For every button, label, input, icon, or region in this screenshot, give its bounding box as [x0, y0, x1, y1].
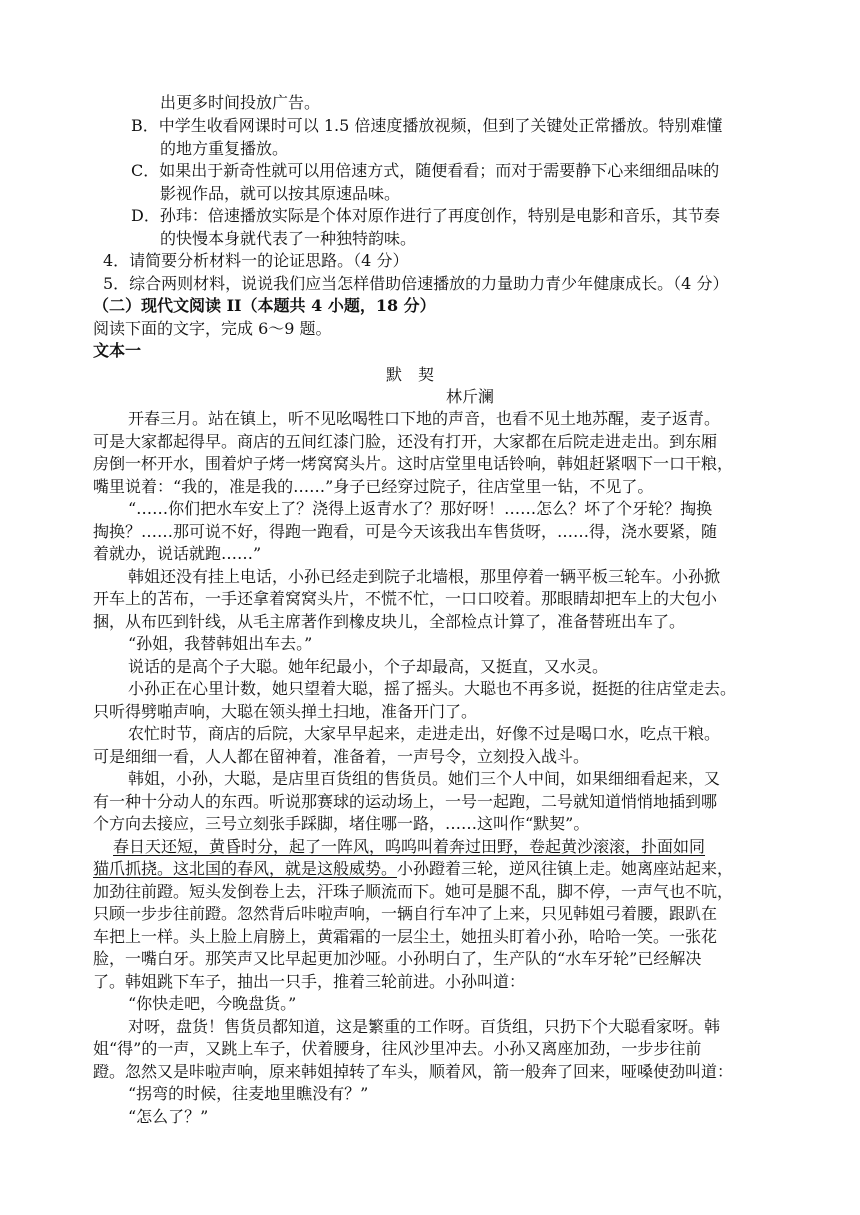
- paragraph-line: 嘴里说着：“我的，准是我的……”身子已经穿过院子，往店堂里一钻，不见了。: [93, 477, 654, 496]
- paragraph-line: 可是细细一看，人人都在留神着，准备着，一声号令，立刻投入战斗。: [93, 747, 590, 766]
- paragraph-line: 脸，一嘴白牙。那笑声又比早起更加沙哑。小孙明白了，生产队的“水车牙轮”已经解决: [93, 949, 702, 968]
- question-4: 4．请简要分析材料一的论证思路。（4 分）: [103, 251, 409, 270]
- underlined-passage-end: 猫爪抓挠。这北国的春风，就是这般威势。: [93, 859, 398, 878]
- option-a-continuation: 出更多时间投放广告。: [160, 93, 321, 112]
- paragraph-line: “你快走吧，今晚盘货。”: [128, 994, 297, 1013]
- paragraph-line: 着就办，说话就跑……”: [93, 544, 262, 563]
- paragraph-line: 加劲往前蹬。短头发倒卷上去，汗珠子顺流而下。她可是腿不乱，脚不停，一声气也不吭，: [93, 882, 734, 901]
- paragraph-line: 说话的是高个子大聪。她年纪最小，个子却最高，又挺直，又水灵。: [128, 657, 609, 676]
- option-d-line1: D．孙玮：倍速播放实际是个体对原作进行了再度创作，特别是电影和音乐，其节奏: [131, 206, 720, 225]
- paragraph-line: “拐弯的时候，往麦地里瞧没有？”: [128, 1084, 369, 1103]
- option-b-line1: B．中学生收看网课时可以 1.5 倍速度播放视频，但到了关键处正常播放。特别难懂: [131, 116, 723, 135]
- option-d-line2: 的快慢本身就代表了一种独特韵味。: [160, 229, 417, 248]
- paragraph-line: 姐“得”的一声，又跳上车子，伏着腰身，往风沙里冲去。小孙又离座加劲，一步步往前: [93, 1039, 702, 1058]
- article-author: 林斤澜: [445, 387, 494, 406]
- reading-instruction: 阅读下面的文字，完成 6～9 题。: [93, 319, 332, 338]
- paragraph-line: 车把上一样。头上脸上肩膀上，黄霜霜的一层尘土，她扭头盯着小孙，哈哈一笑。一张花: [93, 927, 718, 946]
- paragraph-line: “怎么了？”: [128, 1107, 209, 1126]
- paragraph-line: 捆，从布匹到针线，从毛主席著作到橡皮块儿，全部检点计算了，准备替班出车了。: [93, 612, 686, 631]
- text-label: 文本一: [93, 341, 142, 360]
- paragraph-line: “……你们把水车安上了？浇得上返青水了？那好呀！……怎么？坏了个牙轮？掏换: [128, 499, 713, 518]
- paragraph-line: 只顾一步步往前蹬。忽然背后咔啦声响，一辆自行车冲了上来，只见韩姐弓着腰，跟趴在: [93, 904, 718, 923]
- paragraph-line: 蹬。忽然又是咔啦声响，原来韩姐掉转了车头，顺着风，箭一般奔了回来，哑嗓使劲叫道：: [93, 1062, 734, 1081]
- option-c-line1: C．如果出于新奇性就可以用倍速方式，随便看看；而对于需要静下心来细细品味的: [131, 161, 720, 180]
- paragraph-line: 韩姐还没有挂上电话，小孙已经走到院子北墙根，那里停着一辆平板三轮车。小孙掀: [128, 567, 721, 586]
- paragraph-line: 个方向去接应，三号立刻张手踩脚，堵住哪一路，……这叫作“默契”。: [93, 814, 590, 833]
- mixed-line: [93, 858, 733, 880]
- underlined-passage-line: 春日天还短，黄昏时分，起了一阵风，呜呜叫着奔过田野，卷起黄沙滚滚，扑面如同: [113, 837, 706, 856]
- option-b-line2: 的地方重复播放。: [160, 139, 289, 158]
- section-heading: （二）现代文阅读 II（本题共 4 小题，18 分）: [93, 296, 436, 315]
- paragraph-line: 可是大家都起得早。商店的五间红漆门脸，还没有打开，大家都在后院走进走出。到东厢: [93, 432, 718, 451]
- paragraph-line: 开春三月。站在镇上，听不见吆喝牲口下地的声音，也看不见土地苏醒，麦子返青。: [128, 409, 721, 428]
- paragraph-line: 了。韩姐跳下车子，抽出一只手，推着三轮前进。小孙叫道：: [93, 972, 526, 991]
- paragraph-line: 对呀，盘货！售货员都知道，这是繁重的工作呀。百货组，只扔下个大聪看家呀。韩: [128, 1017, 721, 1036]
- paragraph-line: 开车上的苫布，一手还拿着窝窝头片，不慌不忙，一口口咬着。那眼睛却把车上的大包小: [93, 589, 718, 608]
- paragraph-line: 房倒一杯开水，围着炉子烤一烤窝窝头片。这时店堂里电话铃响，韩姐赶紧咽下一口干粮，: [93, 454, 734, 473]
- paragraph-line: 只听得劈啪声响，大聪在领头掸土扫地，准备开门了。: [93, 702, 478, 721]
- paragraph-line: “孙姐，我替韩姐出车去。”: [128, 634, 313, 653]
- paragraph-line: 有一种十分动人的东西。听说那赛球的运动场上，一号一起跑，二号就知道悄悄地插到哪: [93, 792, 718, 811]
- paragraph-line: 农忙时节，商店的后院，大家早早起来，走进走出，好像不过是喝口水，吃点干粮。: [128, 724, 721, 743]
- option-c-line2: 影视作品，就可以按其原速品味。: [160, 184, 401, 203]
- paragraph-line: 小孙正在心里计数，她只望着大聪，摇了摇头。大聪也不再多说，挺挺的往店堂走去。: [128, 679, 737, 698]
- article-title: 默 契: [385, 365, 434, 384]
- paragraph-line: 韩姐，小孙，大聪，是店里百货组的售货员。她们三个人中间，如果细细看起来，又: [128, 769, 721, 788]
- paragraph-line: 掏换？……那可说不好，得跑一跑看，可是今天该我出车售货呀，……得，浇水要紧，随: [93, 522, 718, 541]
- question-5: 5．综合两则材料，说说我们应当怎样借助倍速播放的力量助力青少年健康成长。（4 分）: [103, 274, 729, 293]
- paragraph-fragment: 小孙蹬着三轮，逆风往镇上走。她离座站起来，: [397, 859, 734, 878]
